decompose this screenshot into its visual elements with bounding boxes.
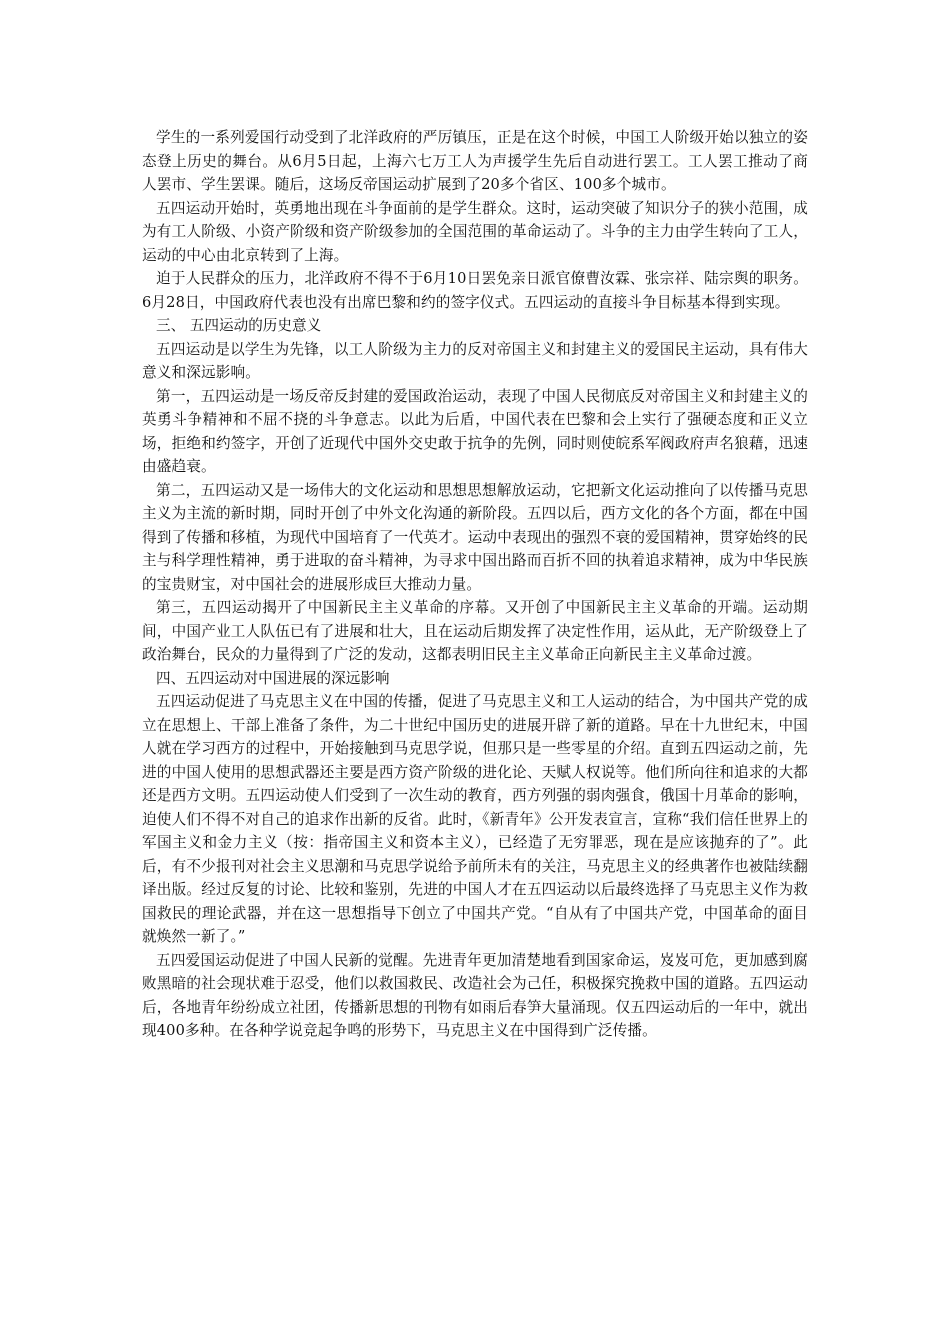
paragraph-third-point: 第三，五四运动揭开了中国新民主主义革命的序幕。又开创了中国新民主主义革命的开端。运动期间，中国产业工人队伍已有了进展和壮大，且在运动后期发挥了决定性作用，运从此，无产阶级登上了政治舞台，民众的力量得到了广泛的发动，这都表明旧民主主义革命正向新民主主义革命过渡。 xyxy=(142,599,808,663)
paragraph-marxism-spread: 五四运动促进了马克思主义在中国的传播，促进了马克思主义和工人运动的结合，为中国共产党的成立在思想上、干部上准备了条件，为二十世纪中国历史的进展开辟了新的道路。早在十九世纪末，中国人就在学习西方的过程中，开始接触到马克思学说，但那只是一些零星的介绍。直到五四运动之前，先进的中国人使用的思想武器还主要是西方资产阶级的进化论、天赋人权说等。他们所向往和追求的大都还是西方文明。五四运动使人们受到了一次生动的教育，西方列强的弱肉强食，俄国十月革命的影响，迫使人们不得不对自己的追求作出新的反省。此时，《新青年》公开发表宣言，宣称“我们信任世界上的军国主义和金力主义（按：指帝国主义和资本主义），已经造了无穷罪恶，现在是应该抛弃的了”。此后，有不少报刊对社会主义思潮和马克思学说给予前所未有的关注，马克思主义的经典著作也被陆续翻译出版。经过反复的讨论、比较和鉴别，先进的中国人才在五四运动以后最终选择了马克思主义作为救国救民的理论武器，并在这一思想指导下创立了中国共产党。“自从有了中国共产党，中国革命的面目就焕然一新了。” xyxy=(142,693,808,945)
paragraph-second-point: 第二，五四运动又是一场伟大的文化运动和思想思想解放运动，它把新文化运动推向了以传播马克思主义为主流的新时期，同时开创了中外文化沟通的新阶段。五四以后，西方文化的各个方面，都在中国得到了传播和移植，为现代中国培育了一代英才。运动中表现出的强烈不衰的爱国精神，贯穿始终的民主与科学理性精神，勇于进取的奋斗精神，为寻求中国出路而百折不回的执着追求精神，成为中华民族的宝贵财宝，对中国社会的进展形成巨大推动力量。 xyxy=(142,481,808,593)
paragraph-first-point: 第一，五四运动是一场反帝反封建的爱国政治运动，表现了中国人民彻底反对帝国主义和封建主义的英勇斗争精神和不屈不挠的斗争意志。以此为后盾，中国代表在巴黎和会上实行了强硬态度和正义立场，拒绝和约签字，开创了近现代中国外交史敢于抗争的先例，同时则使皖系军阀政府声名狼藉，迅速由盛趋衰。 xyxy=(142,387,808,475)
paragraph-government-concession: 迫于人民群众的压力，北洋政府不得不于6月10日罢免亲日派官僚曹汝霖、张宗祥、陆宗舆的职务。6月28日，中国政府代表也没有出席巴黎和约的签字仪式。五四运动的直接斗争目标基本得到实现。 xyxy=(142,270,808,311)
document-body xyxy=(142,126,808,1043)
section-heading-historical-significance: 三、 五四运动的历史意义 xyxy=(156,317,322,334)
paragraph-workers-strike: 学生的一系列爱国行动受到了北洋政府的严厉镇压，正是在这个时候，中国工人阶级开始以独立的姿态登上历史的舞台。从6月5日起，上海六七万工人为声援学生先后自动进行罢工。工人罢工推动了商人罢市、学生罢课。随后，这场反帝国运动扩展到了20多个省区、100多个城市。 xyxy=(142,129,808,193)
paragraph-significance-intro: 五四运动是以学生为先锋，以工人阶级为主力的反对帝国主义和封建主义的爱国民主运动，具有伟大意义和深远影响。 xyxy=(142,340,808,381)
section-heading-far-reaching-influence: 四、五四运动对中国进展的深远影响 xyxy=(156,669,390,687)
paragraph-students-vanguard: 五四运动开始时，英勇地出现在斗争面前的是学生群众。这时，运动突破了知识分子的狭小范围，成为有工人阶级、小资产阶级和资产阶级参加的全国范围的革命运动了。斗争的主力由学生转向了工人，运动的中心由北京转到了上海。 xyxy=(142,199,808,264)
paragraph-new-awakening: 五四爱国运动促进了中国人民新的觉醒。先进青年更加清楚地看到国家命运，岌岌可危，更加感到腐败黑暗的社会现状难于忍受，他们以救国救民、改造社会为己任，积极探究挽救中国的道路。五四运动后，各地青年纷纷成立社团，传播新思想的刊物有如雨后春笋大量涌现。仅五四运动后的一年中，就出现400多种。在各种学说竞起争鸣的形势下，马克思主义在中国得到广泛传播。 xyxy=(142,951,808,1039)
